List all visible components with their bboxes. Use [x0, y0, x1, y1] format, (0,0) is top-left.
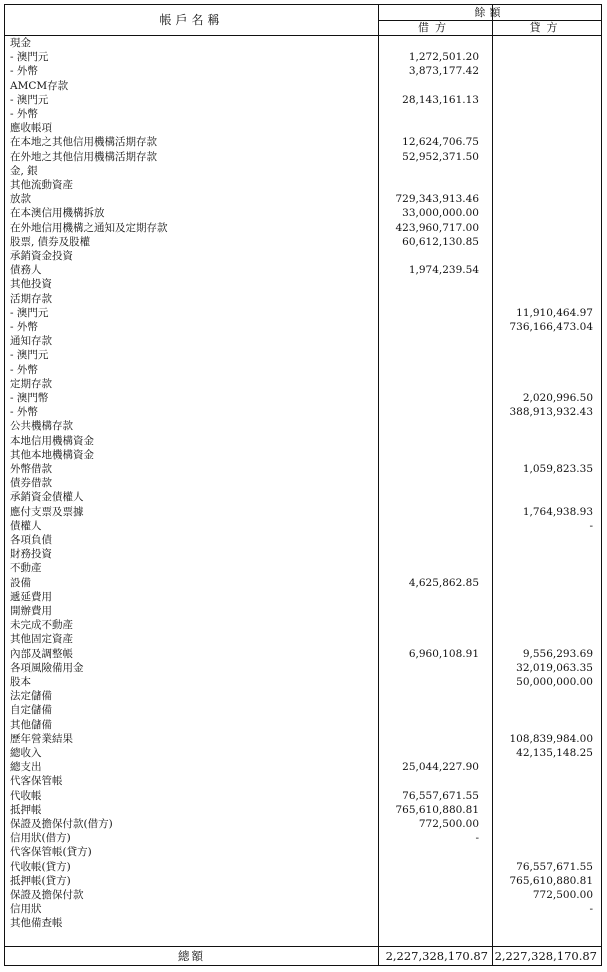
debit-amount: 4,625,862.85 — [408, 576, 479, 589]
account-label: - 外幣 — [10, 108, 38, 120]
table-row — [5, 490, 601, 504]
debit-amount: 6,960,108.91 — [408, 647, 479, 660]
account-label: 自定儲備 — [10, 704, 52, 717]
account-label: 活期存款 — [10, 292, 52, 305]
account-label: 金, 銀 — [10, 164, 38, 177]
account-label: 歷年營業結果 — [10, 732, 73, 745]
table-row — [5, 533, 601, 547]
debit-amount: 76,557,671.55 — [402, 789, 479, 802]
table-row — [5, 107, 601, 121]
table-row — [5, 860, 601, 874]
table-row — [5, 419, 601, 433]
account-label: - 外幣 — [10, 321, 38, 333]
account-label: 債權人 — [10, 519, 42, 532]
table-row — [5, 604, 601, 618]
account-label: 財務投資 — [10, 548, 52, 561]
balance-header: 餘額 — [378, 5, 601, 21]
table-row — [5, 831, 601, 845]
table-row — [5, 661, 601, 675]
account-label: 保證及擔保付款 — [10, 889, 84, 901]
account-label: 信用狀 — [10, 903, 42, 916]
account-label: 保證及擔保付款(借方) — [10, 818, 113, 830]
table-row — [5, 462, 601, 476]
debit-amount: - — [475, 832, 479, 845]
credit-amount: 9,556,293.69 — [522, 647, 593, 660]
account-label: - 外幣 — [10, 363, 38, 376]
table-row — [5, 363, 601, 377]
table-row — [5, 618, 601, 632]
account-label: AMCM存款 — [10, 79, 69, 92]
credit-amount: 772,500.00 — [532, 889, 593, 901]
table-row — [5, 632, 601, 646]
account-label: 法定儲備 — [10, 690, 52, 703]
account-label: 其他本地機構資金 — [10, 448, 94, 461]
table-row — [5, 249, 601, 263]
account-label: - 澳門元 — [10, 51, 49, 64]
debit-amount: 1,272,501.20 — [408, 51, 479, 64]
debit-amount: 60,612,130.85 — [402, 235, 479, 248]
account-label: - 澳門元 — [10, 349, 49, 362]
account-label: 在外地之其他信用機構活期存款 — [10, 150, 157, 163]
account-label: 應收帳項 — [10, 122, 52, 135]
credit-amount: 108,839,984.00 — [509, 732, 593, 745]
account-label: 各項負債 — [10, 534, 52, 546]
total-credit: 2,227,328,170.87 — [494, 949, 597, 963]
table-row — [5, 64, 601, 78]
account-label: 總支出 — [10, 761, 42, 774]
table-row — [5, 476, 601, 490]
account-label: 外幣借款 — [10, 463, 52, 475]
table-row — [5, 79, 601, 93]
account-label: 總收入 — [10, 747, 42, 759]
account-label: 內部及調整帳 — [10, 647, 73, 660]
account-label: 開辦費用 — [10, 605, 52, 617]
account-label: 定期存款 — [10, 377, 52, 390]
account-label: 抵押帳 — [10, 803, 42, 816]
account-label: 代客保管帳 — [10, 775, 63, 788]
account-label: 本地信用機構資金 — [10, 434, 94, 447]
account-label: 代收帳(貸方) — [10, 860, 71, 873]
credit-amount: 2,020,996.50 — [522, 392, 593, 404]
debit-amount: 729,343,913.46 — [395, 193, 479, 206]
account-label: - 澳門元 — [10, 93, 49, 106]
table-row — [5, 405, 601, 419]
account-label: 設備 — [10, 576, 31, 589]
account-label: 債券借款 — [10, 477, 52, 490]
table-row — [5, 348, 601, 362]
table-row — [5, 391, 601, 405]
table-row — [5, 803, 601, 817]
table-row — [5, 561, 601, 575]
table-row — [5, 505, 601, 519]
account-label: 各項風險備用金 — [10, 661, 84, 674]
account-label: 其他流動資產 — [10, 179, 73, 191]
account-label: - 外幣 — [10, 406, 38, 419]
debit-amount: 765,610,880.81 — [395, 803, 479, 816]
debit-amount: 423,960,717.00 — [395, 221, 479, 234]
credit-amount: 388,913,932.43 — [509, 406, 593, 419]
table-row — [5, 164, 601, 178]
table-row — [5, 320, 601, 334]
account-label: 未完成不動產 — [10, 619, 73, 632]
trial-balance-table — [4, 4, 602, 966]
credit-amount: 42,135,148.25 — [516, 747, 593, 759]
account-label: 其他儲備 — [10, 718, 52, 731]
table-row — [5, 576, 601, 590]
table-row — [5, 675, 601, 689]
account-label: 應付支票及票據 — [10, 505, 84, 518]
table-row — [5, 50, 601, 64]
table-row — [5, 732, 601, 746]
debit-amount: 772,500.00 — [418, 818, 479, 830]
total-label: 總額 — [178, 949, 205, 963]
debit-amount: 33,000,000.00 — [402, 207, 479, 220]
account-label: 股票, 債券及股權 — [10, 235, 91, 248]
table-row — [5, 178, 601, 192]
account-label: 在本澳信用機構拆放 — [10, 207, 105, 220]
account-label: - 澳門幣 — [10, 392, 49, 404]
table-header — [5, 5, 601, 36]
account-label: 債務人 — [10, 264, 42, 277]
table-row — [5, 774, 601, 788]
table-row — [5, 135, 601, 149]
table-row — [5, 789, 601, 803]
account-label: - 澳門元 — [10, 306, 49, 319]
account-name-header: 帳戶名稱 — [159, 13, 224, 27]
table-row — [5, 121, 601, 135]
debit-amount: 28,143,161.13 — [402, 93, 479, 106]
debit-header: 借方 — [418, 21, 452, 34]
table-row — [5, 519, 601, 533]
account-label: 現金 — [10, 37, 31, 49]
credit-amount: 76,557,671.55 — [516, 860, 593, 873]
credit-amount: - — [589, 519, 593, 532]
account-label: 公共機構存款 — [10, 420, 73, 433]
credit-amount: 32,019,063.35 — [516, 661, 593, 674]
table-row — [5, 703, 601, 717]
credit-amount: 765,610,880.81 — [509, 874, 593, 887]
table-row — [5, 689, 601, 703]
total-debit: 2,227,328,170.87 — [385, 949, 488, 963]
table-row — [5, 306, 601, 320]
table-row — [5, 448, 601, 462]
table-row — [5, 36, 601, 50]
account-label: 代客保管帳(貸方) — [10, 846, 92, 859]
table-row — [5, 916, 601, 930]
credit-amount: 1,059,823.35 — [522, 463, 593, 475]
account-label: 在本地之其他信用機構活期存款 — [10, 136, 157, 149]
table-row — [5, 150, 601, 164]
account-label: 抵押帳(貸方) — [10, 874, 71, 887]
table-row — [5, 647, 601, 661]
table-row — [5, 206, 601, 220]
table-row — [5, 377, 601, 391]
account-label: 承銷資金投資 — [10, 250, 73, 262]
table-row — [5, 746, 601, 760]
account-label: 股本 — [10, 676, 31, 688]
credit-amount: 50,000,000.00 — [516, 676, 593, 688]
debit-amount: 12,624,706.75 — [402, 136, 479, 149]
table-row — [5, 93, 601, 107]
table-row — [5, 590, 601, 604]
account-label: 其他備查帳 — [10, 917, 63, 930]
table-row — [5, 817, 601, 831]
table-row — [5, 235, 601, 249]
credit-amount: 11,910,464.97 — [516, 306, 593, 319]
debit-amount: 25,044,227.90 — [402, 761, 479, 774]
total-row — [5, 946, 601, 965]
account-label: - 外幣 — [10, 65, 38, 78]
credit-header: 貸方 — [529, 21, 564, 34]
table-row — [5, 192, 601, 206]
table-row — [5, 434, 601, 448]
table-row — [5, 902, 601, 916]
debit-amount: 1,974,239.54 — [408, 264, 479, 277]
account-label: 遞延費用 — [10, 590, 52, 603]
table-row — [5, 277, 601, 291]
account-label: 放款 — [10, 193, 31, 206]
credit-amount: - — [589, 903, 593, 916]
account-label: 其他投資 — [10, 278, 52, 291]
debit-amount: 52,952,371.50 — [402, 150, 479, 163]
account-label: 在外地信用機構之通知及定期存款 — [10, 221, 168, 234]
table-row — [5, 845, 601, 859]
credit-amount: 1,764,938.93 — [522, 505, 593, 518]
table-row — [5, 292, 601, 306]
table-row — [5, 334, 601, 348]
table-row — [5, 221, 601, 235]
credit-amount: 736,166,473.04 — [509, 321, 593, 333]
table-row — [5, 874, 601, 888]
account-label: 其他固定資產 — [10, 633, 73, 646]
table-row — [5, 718, 601, 732]
account-label: 承銷資金債權人 — [10, 491, 84, 504]
table-row — [5, 547, 601, 561]
account-label: 不動產 — [10, 562, 42, 575]
account-label: 通知存款 — [10, 335, 52, 348]
account-label: 代收帳 — [10, 789, 42, 802]
account-label: 信用狀(借方) — [10, 832, 71, 845]
table-row — [5, 888, 601, 902]
debit-amount: 3,873,177.42 — [408, 65, 479, 78]
table-row — [5, 263, 601, 277]
table-row — [5, 760, 601, 774]
